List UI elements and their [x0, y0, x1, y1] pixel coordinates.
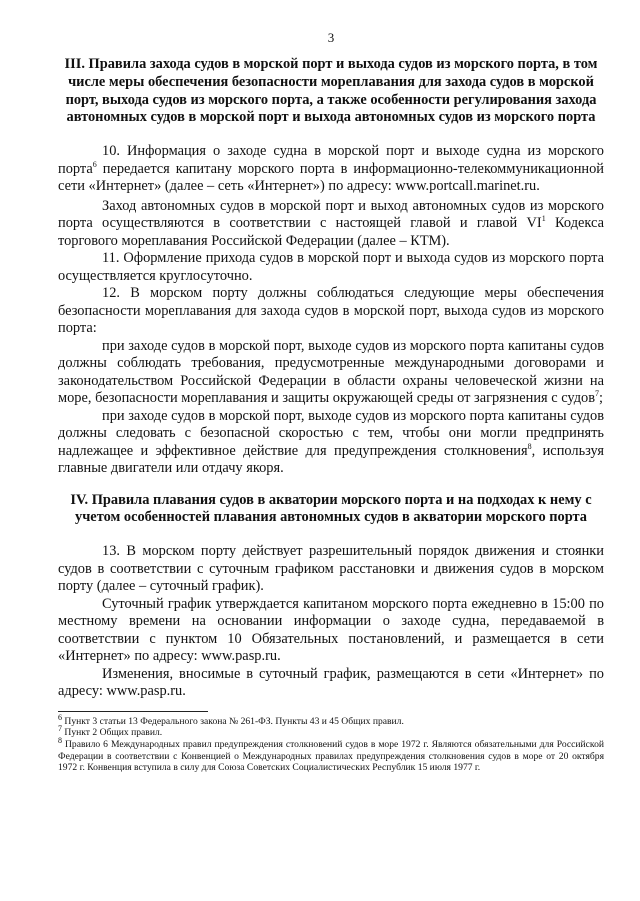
- footnote-ref-6: 6: [92, 159, 97, 169]
- footnote-6: [58, 712, 604, 728]
- footnote-8: [58, 735, 604, 774]
- footnote-7: [58, 724, 604, 739]
- paragraph-12-item-2: [58, 408, 604, 478]
- paragraph-11: 11. Оформление прихода судов в морской порт и выхода судов из морского порта осуществляется круглосуточно.: [58, 250, 604, 284]
- paragraph-10-autonomous: [58, 198, 604, 251]
- paragraph-12-item-2-text-2: , используя главные двигатели или отдачу якоря.: [58, 442, 604, 477]
- paragraph-12-item-2-text-1: при заходе судов в морской порт, выходе судов из морского порта капитаны судов должны следовать с безопасной скоростью с тем, чтобы они могли предпринять надлежащее и эффективное действие для предупреждения столкновения: [58, 407, 604, 459]
- paragraph-12: 12. В морском порту должны соблюдаться следующие меры обеспечения безопасности мореплавания для захода судов в морской порт, выхода судов из морского порта:: [58, 285, 604, 337]
- footnote-7-number: 7: [58, 724, 62, 734]
- paragraph-13: 13. В морском порту действует разрешительный порядок движения и стоянки судов в соответствии с суточным графиком расстановки и движения судов в морском порту (далее – суточный график).: [58, 543, 604, 595]
- footnote-ref-7: 7: [595, 389, 600, 399]
- chapter-ref-6-1: 1: [541, 214, 546, 224]
- page-number: 3: [327, 30, 335, 45]
- footnote-ref-8: 8: [527, 441, 532, 451]
- paragraph-10-autonomous-text-2: Кодекса торгового мореплавания Российской Федерации (далее – КТМ).: [58, 215, 604, 249]
- footnote-8-number: 8: [58, 735, 62, 745]
- footnote-divider: [58, 711, 208, 712]
- paragraph-12-item-1-text-1: при заходе судов в морской порт, выходе судов из морского порта капитаны судов должны соблюдать требования, предусмотренные международными договорами и законодательством Российской Федерации в области охраны человеческой жизни на море, безопасности мореплавания и защиты окружающей среды от загрязнения с судов: [58, 337, 604, 407]
- footnote-6-number: 6: [58, 712, 62, 722]
- footnote-8-text: Правило 6 Международных правил предупреждения столкновений судов в море 1972 г. Являются обязательными для Российской Федерации в соответствии с Конвенцией о Международных правилах предупреждения столкновения судов в море от 20 октября 1972 г. Конвенция вступила в силу для Союза Советских Социалистических Республик 15 июля 1977 г.: [58, 738, 604, 774]
- paragraph-10: [58, 143, 604, 196]
- footnote-7-text: Пункт 2 Общих правил.: [62, 727, 163, 739]
- paragraph-13-schedule: Суточный график утверждается капитаном морского порта ежедневно в 15:00 по местному времени на основании информации о заходе судна, передаваемой в соответствии с пунктом 10 Обязательных постановлений, и размещается в сети «Интернет» по адресу: www.pasp.ru.: [58, 595, 604, 665]
- paragraph-12-item-1: [58, 338, 604, 408]
- footnote-6-text: Пункт 3 статьи 13 Федерального закона № 261-ФЗ. Пункты 43 и 45 Общих правил.: [62, 715, 404, 727]
- section-4-title: IV. Правила плавания судов в акватории морского порта и на подходах к нему с учетом особенностей плавания автономных судов в акватории морского порта: [70, 491, 592, 526]
- paragraph-12-item-1-text-2: ;: [599, 390, 604, 407]
- paragraph-13-changes: Изменения, вносимые в суточный график, размещаются в сети «Интернет» по адресу: www.pasp.ru.: [58, 665, 604, 700]
- paragraph-10-text-1: 10. Информация о заходе судна в морской порт и выходе судна из морского порта: [58, 143, 604, 177]
- paragraph-10-text-2: передается капитану морского порта в информационно-телекоммуникационной сети «Интернет» (далее – сеть «Интернет») по адресу: www.portcall.marinet.ru.: [58, 160, 604, 195]
- section-3-title: III. Правила захода судов в морской порт и выхода судов из морского порта, в том числе меры обеспечения безопасности мореплавания для захода судов в морской порт, выхода судов из морского порта, а также особенности регулирования захода автономных судов в морской порт и выхода автономных судов из морского порта: [64, 56, 598, 126]
- paragraph-10-autonomous-text-1: Заход автономных судов в морской порт и выход автономных судов из морского порта осуществляются в соответствии с настоящей главой и главой VI: [58, 197, 604, 232]
